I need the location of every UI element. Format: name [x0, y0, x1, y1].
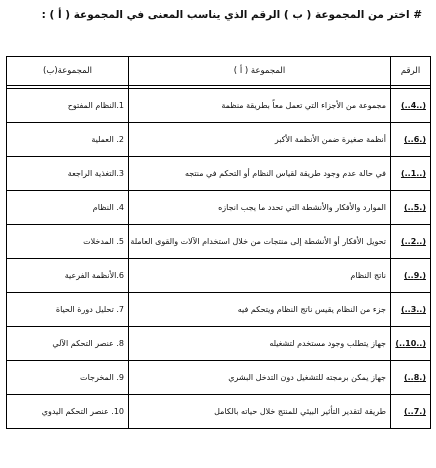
table-row [7, 361, 431, 395]
table-row [7, 327, 431, 361]
answer-cell [391, 293, 431, 327]
answer-number: (.9..) [403, 271, 426, 280]
group-a-cell: تحويل الأفكار أو الأنشطة إلى منتجات من خلال استخدام الآلات والقوى العاملة [129, 225, 391, 259]
answer-number: (..10..) [395, 339, 426, 348]
answer-number: (.7..) [403, 407, 426, 416]
header-group-a: المجموعة ( أ ) [129, 57, 391, 86]
table-row [7, 395, 431, 429]
group-b-cell: 6.الأنظمة الفرعية [7, 259, 129, 293]
matching-table [6, 56, 431, 429]
group-a-cell: مجموعة من الأجزاء التي تعمل معاً بطريقة منظمة [129, 89, 391, 123]
table-row [7, 191, 431, 225]
group-a-cell: جهاز يتطلب وجود مستخدم لتشغيله [129, 327, 391, 361]
group-b-cell: 9. المخرجات [7, 361, 129, 395]
table-row [7, 89, 431, 123]
header-number: الرقم [391, 57, 431, 86]
group-a-cell: الموارد والأفكار والأنشطة التي تحدد ما يجب انجازه [129, 191, 391, 225]
group-b-cell: 10. عنصر التحكم اليدوي [7, 395, 129, 429]
answer-cell [391, 123, 431, 157]
group-a-cell: أنظمة صغيرة ضمن الأنظمة الأكبر [129, 123, 391, 157]
answer-cell [391, 259, 431, 293]
answer-cell [391, 225, 431, 259]
group-b-cell: 4. النظام [7, 191, 129, 225]
answer-number: (.8..) [403, 373, 426, 382]
answer-number: (.6..) [403, 135, 426, 144]
answer-cell [391, 89, 431, 123]
question-title: # اختر من المجموعة ( ب ) الرقم الذي يناسب المعنى في المجموعة ( أ ) : [41, 9, 422, 21]
answer-cell [391, 191, 431, 225]
answer-cell [391, 395, 431, 429]
table-row [7, 293, 431, 327]
answer-number: (..3..) [400, 305, 426, 314]
group-a-cell: طريقة لتقدير التأثير البيئي للمنتج خلال حياته بالكامل [129, 395, 391, 429]
group-b-cell: 3.التغذية الراجعة [7, 157, 129, 191]
table-row [7, 259, 431, 293]
answer-number: (..2..) [400, 237, 426, 246]
answer-number: (..4..) [400, 101, 426, 110]
group-a-cell: جزء من النظام يقيس ناتج النظام ويتحكم فيه [129, 293, 391, 327]
group-b-cell: 5. المدخلات [7, 225, 129, 259]
answer-cell [391, 157, 431, 191]
table-row [7, 123, 431, 157]
answer-cell [391, 361, 431, 395]
group-a-cell: ناتج النظام [129, 259, 391, 293]
table-row [7, 157, 431, 191]
answer-number: (..1..) [400, 169, 426, 178]
answer-number: (.5..) [403, 203, 426, 212]
group-b-cell: 2. العملية [7, 123, 129, 157]
group-a-cell: جهاز يمكن برمجته للتشغيل دون التدخل البشري [129, 361, 391, 395]
header-group-b: المجموعة(ب) [7, 57, 129, 86]
answer-cell [391, 327, 431, 361]
group-a-cell: في حالة عدم وجود طريقة لقياس النظام أو التحكم في منتجه [129, 157, 391, 191]
group-b-cell: 1.النظام المفتوح [7, 89, 129, 123]
table-row [7, 225, 431, 259]
table-header-row [7, 57, 431, 86]
group-b-cell: 7. تحليل دورة الحياة [7, 293, 129, 327]
group-b-cell: 8. عنصر التحكم الآلي [7, 327, 129, 361]
